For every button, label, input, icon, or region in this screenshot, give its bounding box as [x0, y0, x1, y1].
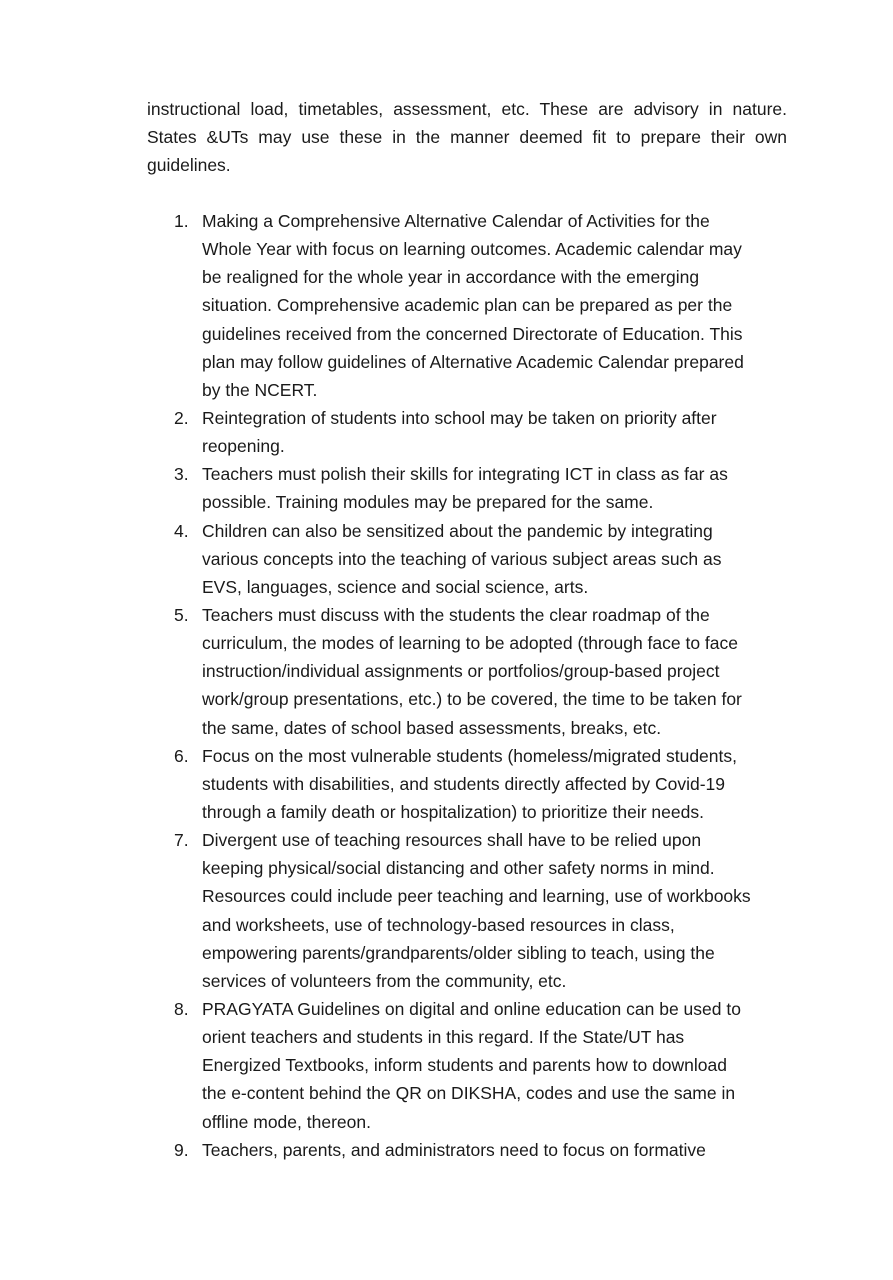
list-item-number: 6. [174, 745, 189, 766]
list-item-text [202, 1136, 807, 1164]
list-item [147, 404, 807, 460]
list-item-number: 5. [174, 604, 189, 625]
list-item-line: offline mode, thereon. [202, 1111, 371, 1132]
list-item-number: 8. [174, 998, 189, 1019]
list-item-line: Children can also be sensitized about the pandemic by integrating [202, 520, 713, 541]
list-item-number: 9. [174, 1139, 189, 1160]
list-item-line: services of volunteers from the community, etc. [202, 970, 567, 991]
list-item-line: instruction/individual assignments or portfolios/group-based project [202, 661, 720, 682]
list-item-text [202, 826, 807, 995]
list-item [147, 601, 807, 742]
list-item-line: Teachers must polish their skills for integrating ICT in class as far as [202, 464, 728, 485]
list-item-text [202, 460, 807, 516]
list-item-text [202, 207, 807, 404]
list-item [147, 207, 807, 404]
list-item [147, 517, 807, 601]
list-item-line: situation. Comprehensive academic plan can be prepared as per the [202, 295, 733, 316]
list-item-line: by the NCERT. [202, 379, 318, 400]
list-item-line: possible. Training modules may be prepared for the same. [202, 492, 654, 513]
list-item-line: the e-content behind the QR on DIKSHA, codes and use the same in [202, 1083, 736, 1104]
list-item-line: guidelines received from the concerned Directorate of Education. This [202, 323, 743, 344]
list-item-line: plan may follow guidelines of Alternative Academic Calendar prepared [202, 351, 744, 372]
list-item-line: Reintegration of students into school may be taken on priority after [202, 407, 717, 428]
list-item-number: 2. [174, 407, 189, 428]
intro-paragraph [147, 95, 787, 180]
list-item [147, 742, 807, 826]
list-item-line: be realigned for the whole year in accordance with the emerging [202, 267, 700, 288]
list-item-line: reopening. [202, 436, 285, 457]
list-item-line: Whole Year with focus on learning outcomes. Academic calendar may [202, 239, 742, 260]
list-item-line: Energized Textbooks, inform students and parents how to download [202, 1055, 727, 1076]
list-item [147, 1136, 807, 1164]
list-item-line: empowering parents/grandparents/older sibling to teach, using the [202, 942, 715, 963]
list-item-line: PRAGYATA Guidelines on digital and online education can be used to [202, 998, 741, 1019]
list-item-line: curriculum, the modes of learning to be adopted (through face to face [202, 633, 739, 654]
intro-line: States &UTs may use these in the manner deemed fit to prepare their own [147, 127, 787, 148]
list-item-number: 3. [174, 464, 189, 485]
list-item [147, 460, 807, 516]
list-item-line: work/group presentations, etc.) to be covered, the time to be taken for [202, 689, 742, 710]
list-item-line: orient teachers and students in this regard. If the State/UT has [202, 1027, 685, 1048]
list-item-text [202, 995, 807, 1136]
list-item [147, 995, 807, 1136]
list-item-line: through a family death or hospitalization) to prioritize their needs. [202, 801, 704, 822]
list-item-line: Teachers, parents, and administrators need to focus on formative [202, 1139, 706, 1160]
list-item-text [202, 601, 807, 742]
list-item-number: 7. [174, 830, 189, 851]
list-item-line: Teachers must discuss with the students the clear roadmap of the [202, 604, 710, 625]
list-item-line: Resources could include peer teaching and learning, use of workbooks [202, 886, 751, 907]
list-item-line: Making a Comprehensive Alternative Calendar of Activities for the [202, 211, 710, 231]
numbered-guideline-list [147, 207, 807, 1164]
list-item-line: EVS, languages, science and social science, arts. [202, 576, 589, 597]
intro-line: instructional load, timetables, assessment, etc. These are advisory in nature. [147, 99, 787, 119]
list-item-text [202, 404, 807, 460]
list-item-line: Focus on the most vulnerable students (homeless/migrated students, [202, 745, 737, 766]
list-item-text [202, 517, 807, 601]
list-item-number: 4. [174, 520, 189, 541]
list-item-text [202, 742, 807, 826]
list-item-line: Divergent use of teaching resources shall have to be relied upon [202, 830, 702, 851]
list-item-number: 1. [174, 211, 189, 231]
list-item-line: various concepts into the teaching of various subject areas such as [202, 548, 722, 569]
list-item-line: keeping physical/social distancing and other safety norms in mind. [202, 858, 715, 879]
list-item-line: and worksheets, use of technology-based resources in class, [202, 914, 675, 935]
list-item [147, 826, 807, 995]
list-item-line: the same, dates of school based assessments, breaks, etc. [202, 717, 662, 738]
list-item-line: students with disabilities, and students directly affected by Covid-19 [202, 773, 726, 794]
intro-line: guidelines. [147, 155, 231, 176]
